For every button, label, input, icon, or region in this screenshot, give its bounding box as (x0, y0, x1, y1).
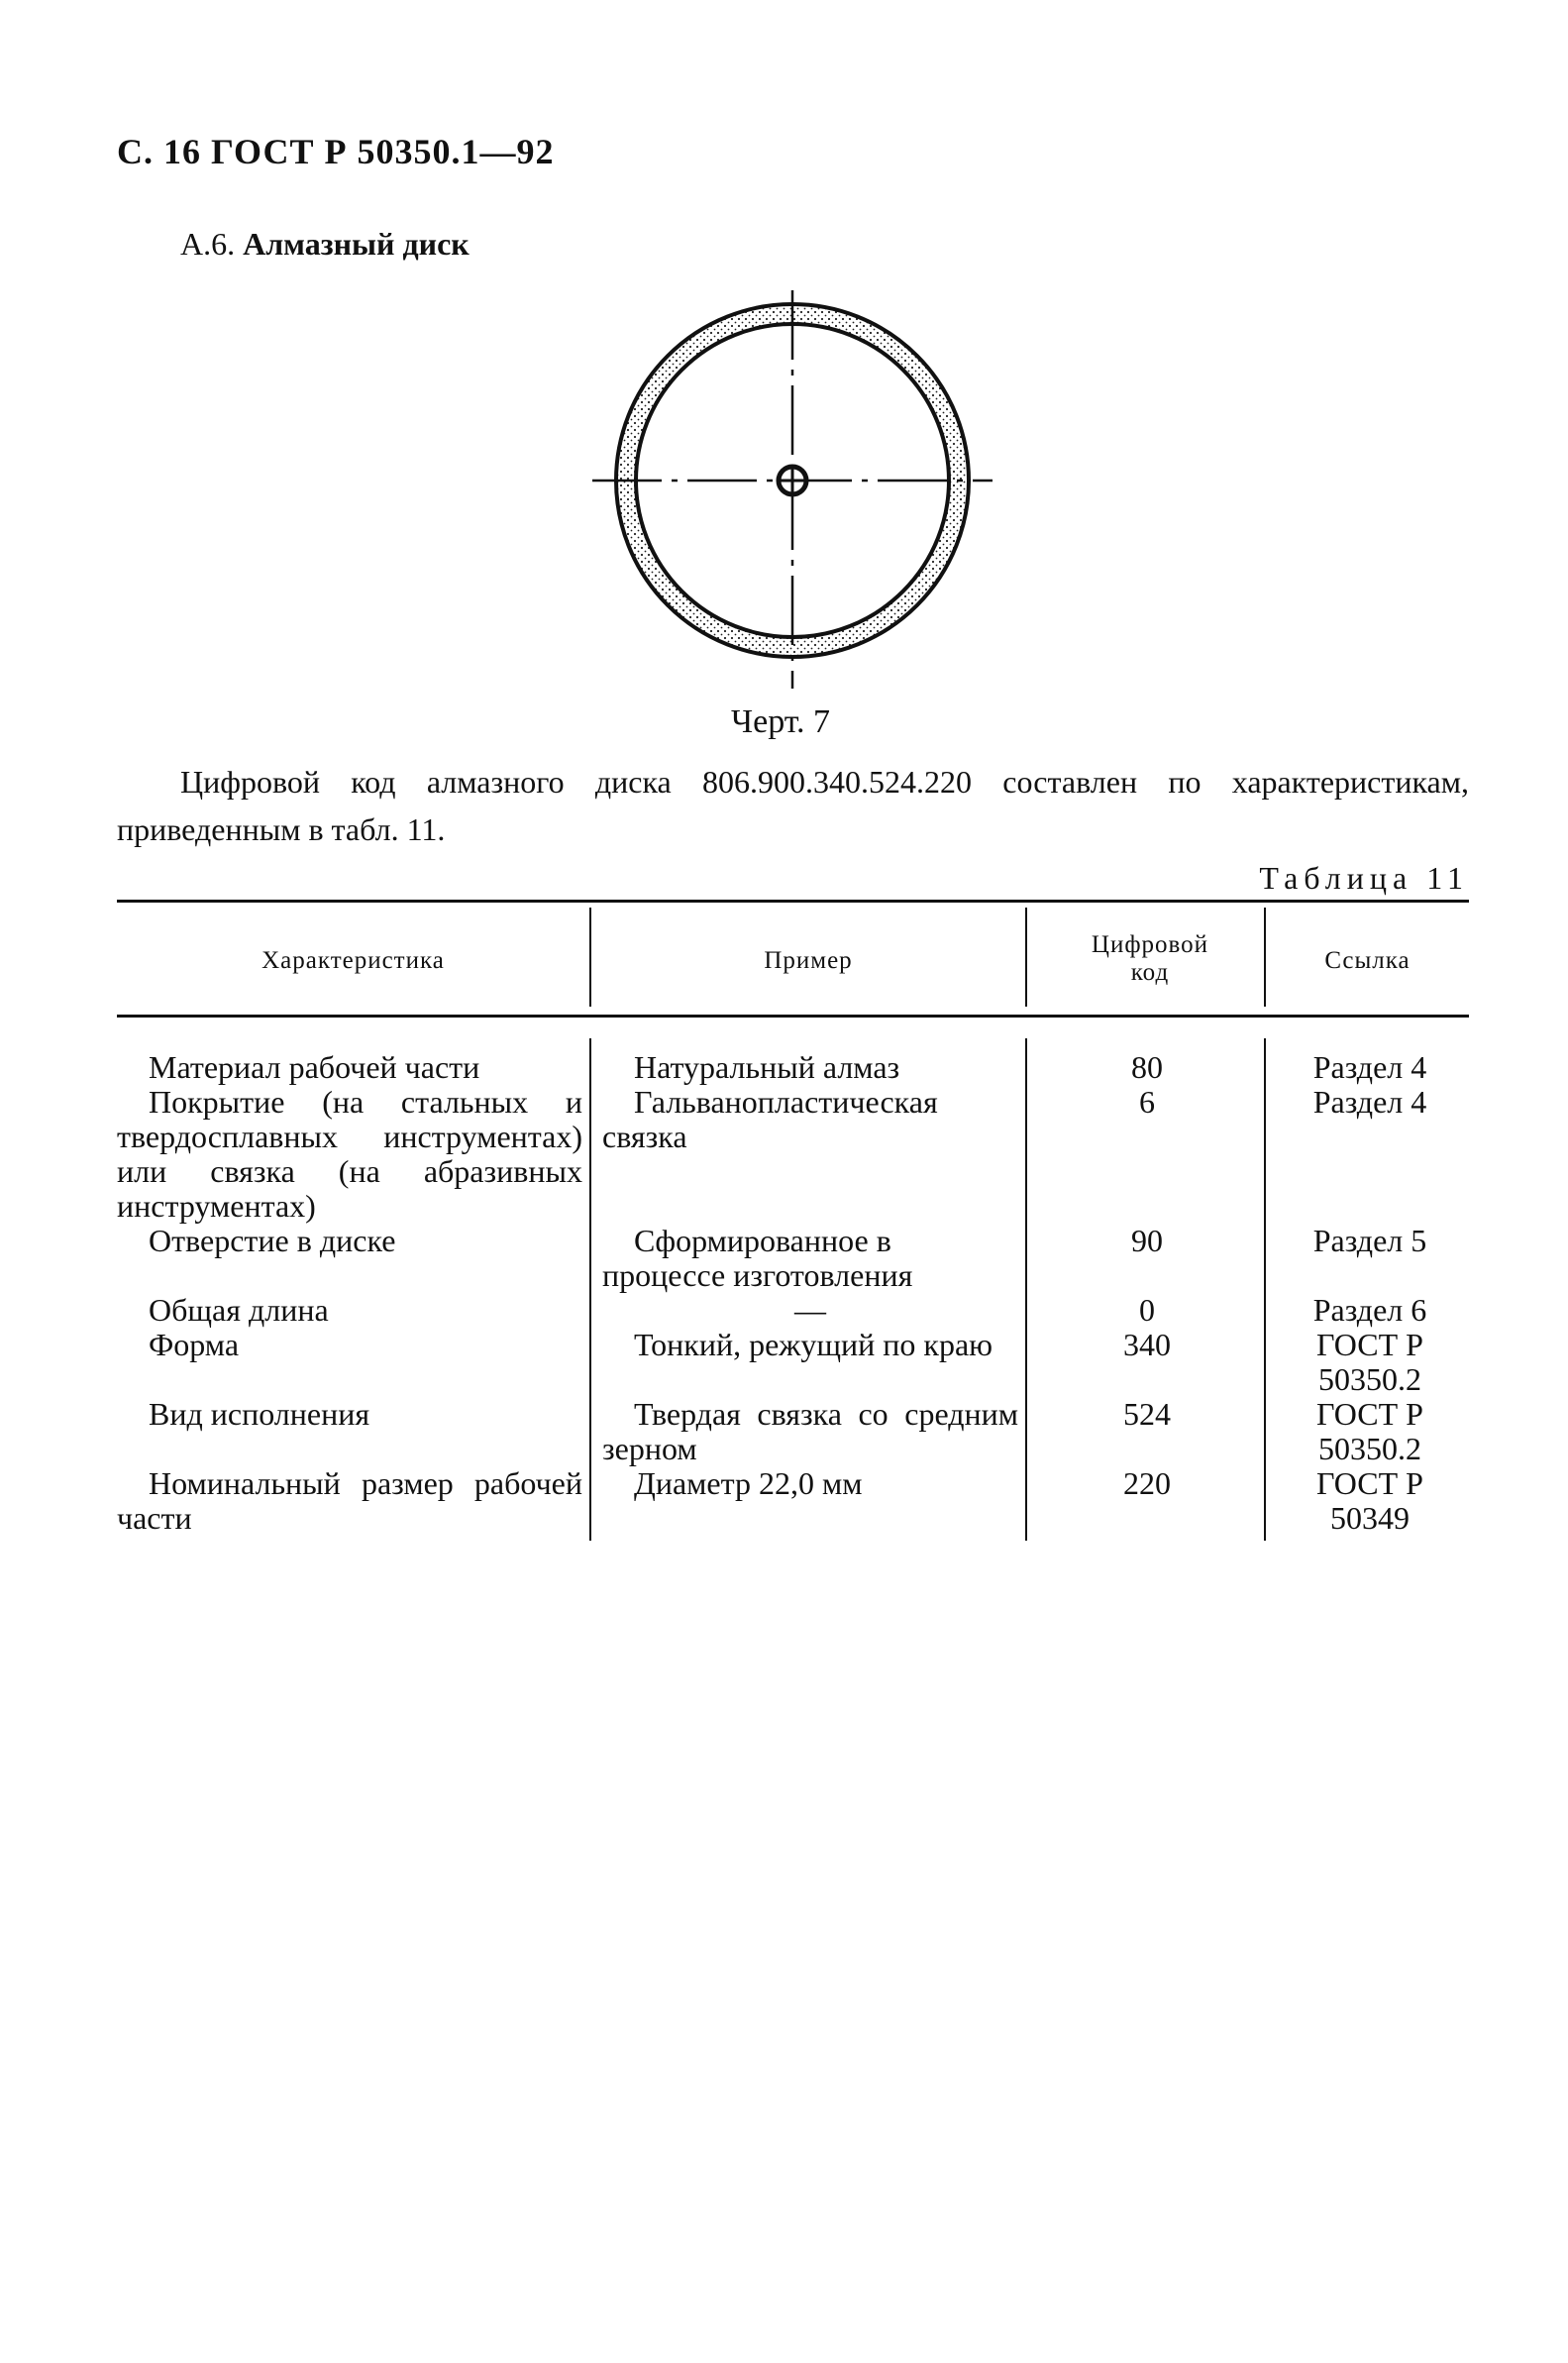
row5-reference: ГОСТ Р 50350.2 (1316, 1327, 1423, 1397)
row3-characteristic: Отверстие в диске (149, 1223, 396, 1258)
row4-characteristic: Общая длина (149, 1292, 329, 1328)
header-reference: Ссылка (1324, 947, 1411, 974)
row4-example: — (794, 1292, 826, 1328)
header-example: Пример (764, 947, 853, 974)
row6-example: Твердая связка со средним зерном (602, 1396, 1018, 1466)
row2-example: Гальванопластическая связка (602, 1084, 938, 1154)
section-number: А.6. (180, 226, 236, 262)
row7-code: 220 (1123, 1465, 1171, 1501)
row1-reference: Раздел 4 (1312, 1049, 1427, 1085)
row6-code: 524 (1123, 1396, 1171, 1432)
table-caption: Таблица 11 (1259, 860, 1469, 896)
row6-characteristic: Вид исполнения (149, 1396, 370, 1432)
header-characteristic: Характеристика (261, 947, 445, 974)
section-title: Алмазный диск (243, 226, 470, 262)
row1-characteristic: Материал рабочей части (149, 1049, 480, 1085)
table-top-rule (117, 900, 1469, 903)
row5-characteristic: Форма (149, 1327, 240, 1362)
row7-reference: ГОСТ Р 50349 (1316, 1465, 1423, 1536)
figure-caption: Черт. 7 (731, 703, 831, 740)
row4-reference: Раздел 6 (1312, 1292, 1427, 1328)
row5-example: Тонкий, режущий по краю (634, 1327, 993, 1362)
table-header-rule (117, 1015, 1469, 1018)
section-heading (180, 226, 470, 263)
row1-code: 80 (1131, 1049, 1163, 1085)
row3-reference: Раздел 5 (1312, 1223, 1427, 1258)
row1-example: Натуральный алмаз (634, 1049, 900, 1085)
row2-reference: Раздел 4 (1312, 1084, 1427, 1120)
diamond-disc-drawing-icon (584, 282, 1000, 698)
row4-code: 0 (1139, 1292, 1155, 1328)
row6-reference: ГОСТ Р 50350.2 (1316, 1396, 1423, 1466)
header-code: Цифровой код (1091, 931, 1209, 986)
row3-code: 90 (1131, 1223, 1163, 1258)
row7-characteristic: Номинальный размер рабочей части (117, 1465, 582, 1536)
row7-example: Диаметр 22,0 мм (634, 1465, 863, 1501)
row2-characteristic: Покрытие (на стальных и твердосплавных инструментах) или связка (на абразивных инструментах) (117, 1084, 582, 1224)
page-header: С. 16 ГОСТ Р 50350.1—92 (117, 132, 555, 171)
row5-code: 340 (1123, 1327, 1171, 1362)
row3-example: Сформированное в процессе изготовления (602, 1223, 913, 1293)
row2-code: 6 (1139, 1084, 1155, 1120)
body-paragraph: Цифровой код алмазного диска 806.900.340.524.220 составлен по характеристикам, приведенным в табл. 11. (117, 764, 1469, 847)
